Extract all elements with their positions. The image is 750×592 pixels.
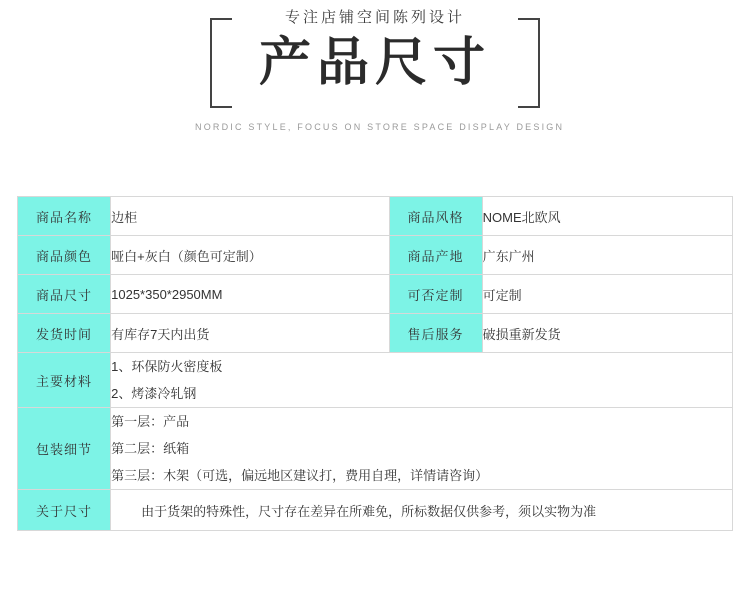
row-value-after-sales: 破损重新发货 (482, 314, 732, 353)
row-value-product-style: NOME北欧风 (482, 197, 732, 236)
row-label-shipping-time: 发货时间 (18, 314, 111, 353)
row-label-materials: 主要材料 (18, 353, 111, 408)
table-row-size-note (18, 490, 733, 531)
row-value-size-note: 由于货架的特殊性，尺寸存在差异在所难免，所标数据仅供参考，须以实物为准 (111, 490, 733, 531)
row-value-product-origin: 广东广州 (482, 236, 732, 275)
title-bracket-frame (210, 9, 540, 108)
page-title: 产品尺寸 (258, 34, 491, 92)
header-inner (195, 9, 565, 132)
table-row-materials (18, 353, 733, 408)
header-eyebrow-text: 专注店铺空间陈列设计 (275, 9, 475, 27)
table-row (18, 236, 733, 275)
row-label-product-style: 商品风格 (389, 197, 482, 236)
row-label-product-size: 商品尺寸 (18, 275, 111, 314)
table-row (18, 275, 733, 314)
row-value-customizable: 可定制 (482, 275, 732, 314)
page-header (0, 0, 750, 170)
row-value-materials (111, 353, 733, 408)
packing-line-1: 第一层：产品 (111, 414, 190, 429)
row-value-shipping-time: 有库存7天内出货 (111, 314, 389, 353)
table-row (18, 197, 733, 236)
row-label-product-origin: 商品产地 (389, 236, 482, 275)
table-row-packing (18, 408, 733, 490)
materials-line-1: 1、环保防火密度板 (111, 359, 223, 374)
row-value-product-name: 边柜 (111, 197, 389, 236)
materials-line-2: 2、烤漆冷轧钢 (111, 386, 197, 401)
table-row (18, 314, 733, 353)
row-value-product-size: 1025*350*2950MM (111, 275, 389, 314)
header-subtitle-en: NORDIC STYLE, FOCUS ON STORE SPACE DISPLAY DESIGN (195, 122, 565, 132)
row-value-product-color: 哑白+灰白（颜色可定制） (111, 236, 389, 275)
row-label-size-note: 关于尺寸 (18, 490, 111, 531)
spec-table-wrapper (17, 196, 733, 531)
row-label-product-color: 商品颜色 (18, 236, 111, 275)
row-label-product-name: 商品名称 (18, 197, 111, 236)
packing-line-3: 第三层：木架（可选，偏远地区建议打，费用自理，详情请咨询） (111, 468, 489, 483)
row-value-packing (111, 408, 733, 490)
row-label-after-sales: 售后服务 (389, 314, 482, 353)
row-label-packing: 包装细节 (18, 408, 111, 490)
spec-table (17, 196, 733, 531)
row-label-customizable: 可否定制 (389, 275, 482, 314)
packing-line-2: 第二层：纸箱 (111, 441, 190, 456)
